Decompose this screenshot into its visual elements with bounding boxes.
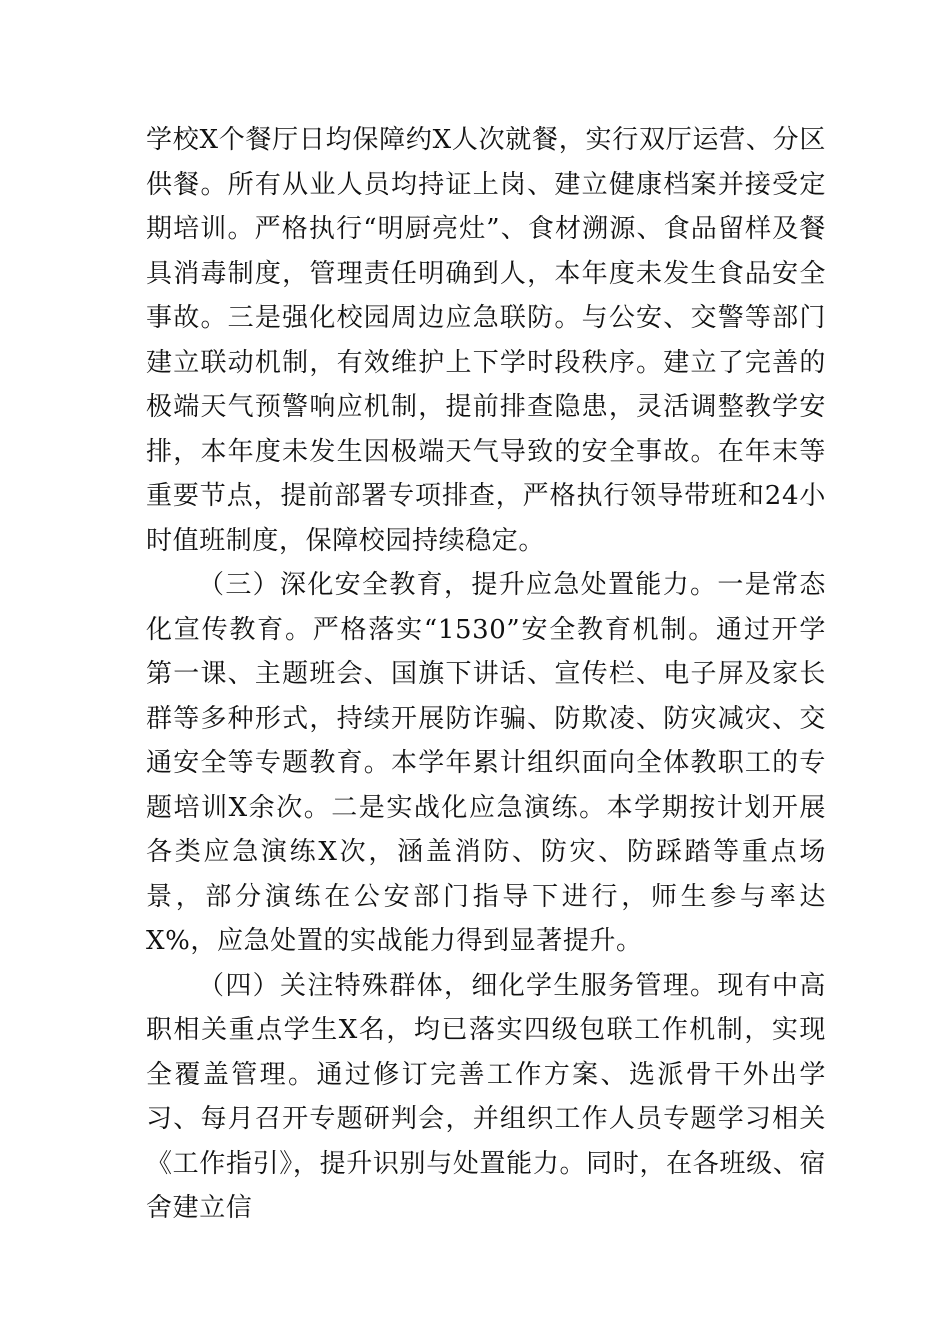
paragraph-3 — [146, 964, 826, 1231]
paragraph-3-heading: （四）关注特殊群体，细化学生服务管理。 — [198, 970, 718, 1001]
paragraph-1 — [146, 118, 826, 563]
paragraph-2-heading: （三）深化安全教育，提升应急处置能力。 — [198, 570, 718, 600]
paragraph-1-text: 学校X个餐厅日均保障约X人次就餐，实行双厅运营、分区供餐。所有从业人员均持证上岗、建立健康档案并接受定期培训。严格执行“明厨亮灶”、食材溯源、食品留样及餐具消毒制度，管理责任明确到人，本年度未发生食品安全事故。三是强化校园周边应急联防。与公安、交警等部门建立联动机制，有效维护上下学时段秩序。建立了完善的极端天气预警响应机制，提前排查隐患，灵活调整教学安排，本年度未发生因极端天气导致的安全事故。在年末等重要节点，提前部署专项排查，严格执行领导带班和24小时值班制度，保障校园持续稳定。 — [146, 125, 826, 556]
paragraph-2-text: 一是常态化宣传教育。严格落实“1530”安全教育机制。通过开学第一课、主题班会、国旗下讲话、宣传栏、电子屏及家长群等多种形式，持续开展防诈骗、防欺凌、防灾减灾、交通安全等专题教育。本学年累计组织面向全体教职工的专题培训X余次。二是实战化应急演练。本学期按计划开展各类应急演练X次，涵盖消防、防灾、防踩踏等重点场景，部分演练在公安部门指导下进行，师生参与率达X%，应急处置的实战能力得到显著提升。 — [146, 570, 826, 956]
paragraph-3-text: 现有中高职相关重点学生X名，均已落实四级包联工作机制，实现全覆盖管理。通过修订完善工作方案、选派骨干外出学习、每月召开专题研判会，并组织工作人员专题学习相关《工作指引》，提升识别与处置能力。同时，在各班级、宿舍建立信 — [146, 970, 826, 1223]
paragraph-2 — [146, 563, 826, 964]
document-body — [146, 118, 826, 1231]
